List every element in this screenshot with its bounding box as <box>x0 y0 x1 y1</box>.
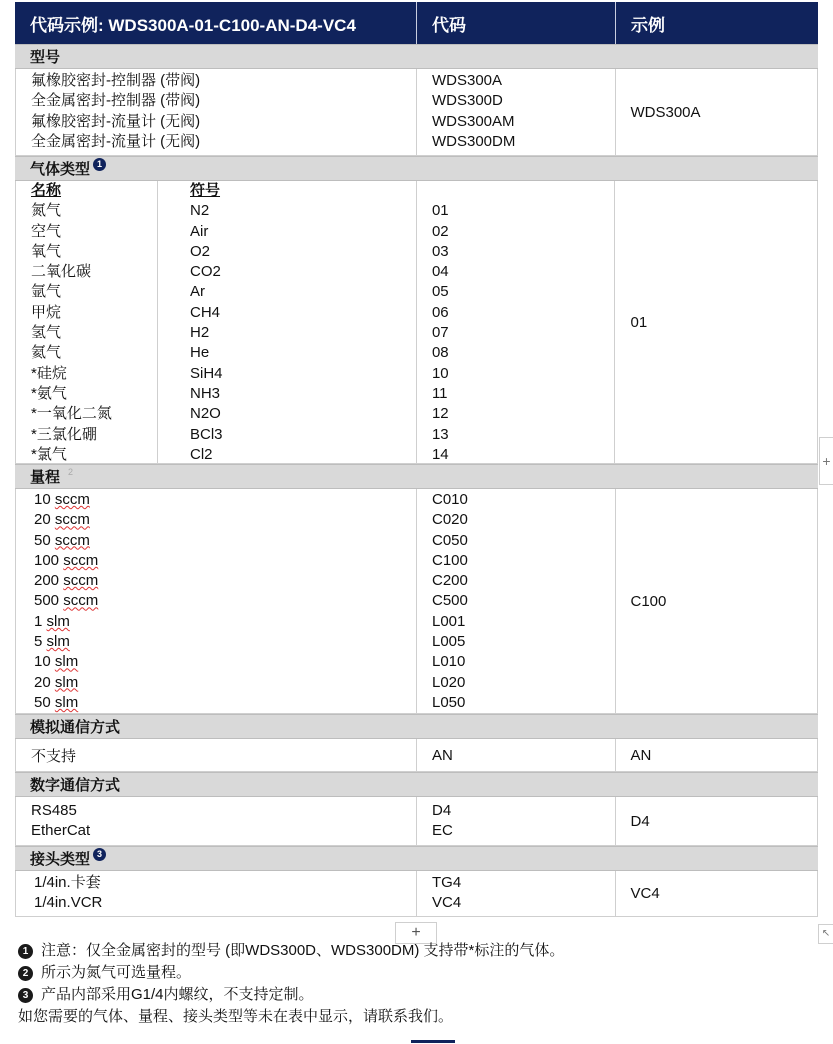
range-value <box>34 551 416 571</box>
digital-row <box>15 797 818 846</box>
gas-name: *三氯化硼 <box>31 425 97 443</box>
range-value <box>34 693 416 713</box>
add-row-button[interactable]: + <box>395 922 437 944</box>
gas-name-header: 名称 <box>31 182 62 199</box>
note-2-marker: 2 <box>68 466 74 477</box>
gas-name: 氦气 <box>31 344 62 362</box>
range-example: C100 <box>630 592 667 610</box>
range-number: 20 <box>34 511 51 529</box>
header-code-example: 代码示例: WDS300A-01-C100-AN-D4-VC4 <box>15 2 417 44</box>
range-value <box>34 571 416 591</box>
digital-codes <box>417 797 616 845</box>
connector-example: VC4 <box>630 885 660 902</box>
range-number: 10 <box>34 653 51 671</box>
gas-code: 07 <box>431 324 449 342</box>
gas-code: 06 <box>431 303 449 321</box>
range-unit: slm <box>46 633 70 651</box>
range-value <box>34 652 416 672</box>
model-title: 型号 <box>30 49 61 66</box>
model-codes <box>417 69 616 155</box>
range-number: 50 <box>34 693 51 711</box>
footnote-text: 所示为氮气可选量程。 <box>41 964 192 981</box>
header-code: 代码 <box>417 2 616 44</box>
model-code: WDS300AM <box>431 112 515 130</box>
section-range-title <box>15 464 818 489</box>
range-code: C100 <box>431 551 468 569</box>
gas-symbol: Air <box>190 222 209 240</box>
gas-title: 气体类型 <box>30 161 91 178</box>
model-code: WDS300DM <box>431 132 516 150</box>
contact-note: 如您需要的气体、量程、接头类型等未在表中显示，请联系我们。 <box>18 1008 454 1025</box>
gas-name: *氯气 <box>31 445 67 463</box>
section-digital-title <box>15 772 818 797</box>
range-code: C500 <box>431 592 468 610</box>
connector-code: VC4 <box>431 894 462 912</box>
gas-symbol: NH3 <box>190 384 221 402</box>
gas-name: *一氧化二氮 <box>31 405 112 423</box>
range-unit: slm <box>54 693 79 711</box>
model-code: WDS300A <box>431 72 503 89</box>
range-unit: sccm <box>63 572 99 590</box>
range-unit: sccm <box>63 592 99 610</box>
range-code: C050 <box>431 531 468 549</box>
range-number: 1 <box>34 612 43 630</box>
gas-code: 10 <box>431 364 449 382</box>
range-unit: sccm <box>54 531 90 549</box>
gas-name: 氧气 <box>31 242 62 260</box>
footnote-number-icon: 3 <box>18 988 33 1003</box>
range-unit: slm <box>54 653 79 671</box>
analog-example: AN <box>630 746 652 764</box>
footnotes <box>18 940 564 1028</box>
range-number: 100 <box>34 551 60 569</box>
range-values <box>16 489 417 713</box>
range-unit: sccm <box>63 551 99 569</box>
footnote-3 <box>18 984 564 1006</box>
connector-row <box>15 871 818 917</box>
range-value <box>34 612 416 632</box>
gas-example: 01 <box>630 313 648 331</box>
gas-name: 空气 <box>31 222 62 240</box>
range-number: 10 <box>34 491 51 508</box>
range-value <box>34 673 416 693</box>
gas-code: 03 <box>431 242 449 260</box>
connector-title: 接头类型 <box>30 851 91 868</box>
gas-symbol-header: 符号 <box>190 182 221 199</box>
table-header <box>15 2 818 44</box>
range-code: L001 <box>431 612 466 630</box>
range-unit: sccm <box>54 491 90 508</box>
gas-name: 氩气 <box>31 283 62 301</box>
gas-codes <box>417 181 616 463</box>
range-value <box>34 510 416 530</box>
range-code: C010 <box>431 491 468 508</box>
range-code: L020 <box>431 673 466 691</box>
product-code-table <box>15 2 818 917</box>
gas-symbol: SiH4 <box>190 364 223 382</box>
add-column-button[interactable]: + <box>819 437 833 485</box>
range-value <box>34 531 416 551</box>
gas-code: 01 <box>431 202 449 220</box>
range-title: 量程 <box>30 469 61 486</box>
connector-name: 1/4in.卡套 <box>34 874 101 891</box>
analog-code: AN <box>417 739 616 771</box>
connector-code: TG4 <box>431 874 462 891</box>
model-example: WDS300A <box>630 103 701 121</box>
gas-code: 11 <box>431 384 448 402</box>
gas-symbol: H2 <box>190 324 210 342</box>
footnote-2 <box>18 962 564 984</box>
digital-code: D4 <box>431 802 452 819</box>
gas-name-symbol <box>16 181 417 463</box>
range-code: C020 <box>431 511 468 529</box>
model-name: 氟橡胶密封-流量计 (无阀) <box>31 112 201 130</box>
model-names <box>16 69 417 155</box>
gas-name: 甲烷 <box>31 303 62 321</box>
range-code: C200 <box>431 572 468 590</box>
gas-names <box>16 181 158 463</box>
gas-name: *氨气 <box>31 384 67 402</box>
gas-symbol: O2 <box>190 242 211 260</box>
resize-handle[interactable]: ↖ <box>818 924 833 944</box>
note-1-badge: 1 <box>93 158 106 171</box>
gas-symbol: BCl3 <box>190 425 223 443</box>
analog-name: 不支持 <box>16 739 417 771</box>
gas-name: *硅烷 <box>31 364 67 382</box>
gas-code: 14 <box>431 445 449 463</box>
model-name: 氟橡胶密封-控制器 (带阀) <box>31 72 201 89</box>
model-name: 全金属密封-流量计 (无阀) <box>31 132 201 150</box>
digital-names <box>16 797 417 845</box>
footnote-1 <box>18 940 564 962</box>
gas-symbol: N2O <box>190 405 221 423</box>
range-number: 500 <box>34 592 60 610</box>
range-row <box>15 489 818 714</box>
gas-symbol: CH4 <box>190 303 221 321</box>
gas-code: 12 <box>431 405 449 423</box>
scroll-indicator[interactable] <box>411 1040 455 1043</box>
gas-symbols <box>158 181 223 463</box>
range-number: 50 <box>34 531 51 549</box>
range-unit: slm <box>46 612 70 630</box>
range-number: 200 <box>34 572 60 590</box>
header-example: 示例 <box>631 15 665 35</box>
section-analog-title <box>15 714 818 739</box>
section-gas-title <box>15 156 818 181</box>
connector-codes <box>417 871 616 916</box>
model-name: 全金属密封-控制器 (带阀) <box>31 92 201 110</box>
section-model-title <box>15 44 818 69</box>
section-connector-title <box>15 846 818 871</box>
range-codes <box>417 489 616 713</box>
gas-symbol: CO2 <box>190 263 221 281</box>
connector-name: 1/4in.VCR <box>34 894 103 912</box>
range-value <box>34 591 416 611</box>
footnote-text: 产品内部采用G1/4内螺纹，不支持定制。 <box>41 986 314 1003</box>
range-number: 20 <box>34 673 51 691</box>
range-unit: slm <box>54 673 79 691</box>
range-value <box>34 490 416 510</box>
range-value <box>34 632 416 652</box>
digital-name: EtherCat <box>31 822 91 840</box>
range-code: L005 <box>431 633 466 651</box>
range-number: 5 <box>34 633 43 651</box>
analog-row <box>15 739 818 772</box>
range-unit: sccm <box>54 511 90 529</box>
digital-title: 数字通信方式 <box>30 777 121 794</box>
range-code: L050 <box>431 693 466 711</box>
gas-symbol: N2 <box>190 202 210 220</box>
gas-row <box>15 181 818 464</box>
gas-code: 13 <box>431 425 449 443</box>
footnote-number-icon: 1 <box>18 944 33 959</box>
analog-title: 模拟通信方式 <box>30 719 121 736</box>
gas-code: 08 <box>431 344 449 362</box>
gas-symbol: He <box>190 344 210 362</box>
gas-code: 05 <box>431 283 449 301</box>
gas-code: 04 <box>431 263 449 281</box>
gas-symbol: Cl2 <box>190 445 213 463</box>
gas-name: 氢气 <box>31 324 62 342</box>
note-3-badge: 3 <box>93 848 106 861</box>
digital-name: RS485 <box>31 802 77 819</box>
gas-name: 二氧化碳 <box>31 263 92 281</box>
range-code: L010 <box>431 653 466 671</box>
model-code: WDS300D <box>431 92 503 110</box>
gas-symbol: Ar <box>190 283 205 301</box>
digital-example: D4 <box>630 812 650 830</box>
gas-code: 02 <box>431 222 449 240</box>
footnote-number-icon: 2 <box>18 966 33 981</box>
connector-names <box>16 871 417 916</box>
gas-name: 氮气 <box>31 202 62 220</box>
footnote-text: 注意：仅全金属密封的型号 (即WDS300D、WDS300DM) 支持带*标注的气体。 <box>41 942 565 959</box>
digital-code: EC <box>431 822 453 840</box>
model-row <box>15 69 818 156</box>
